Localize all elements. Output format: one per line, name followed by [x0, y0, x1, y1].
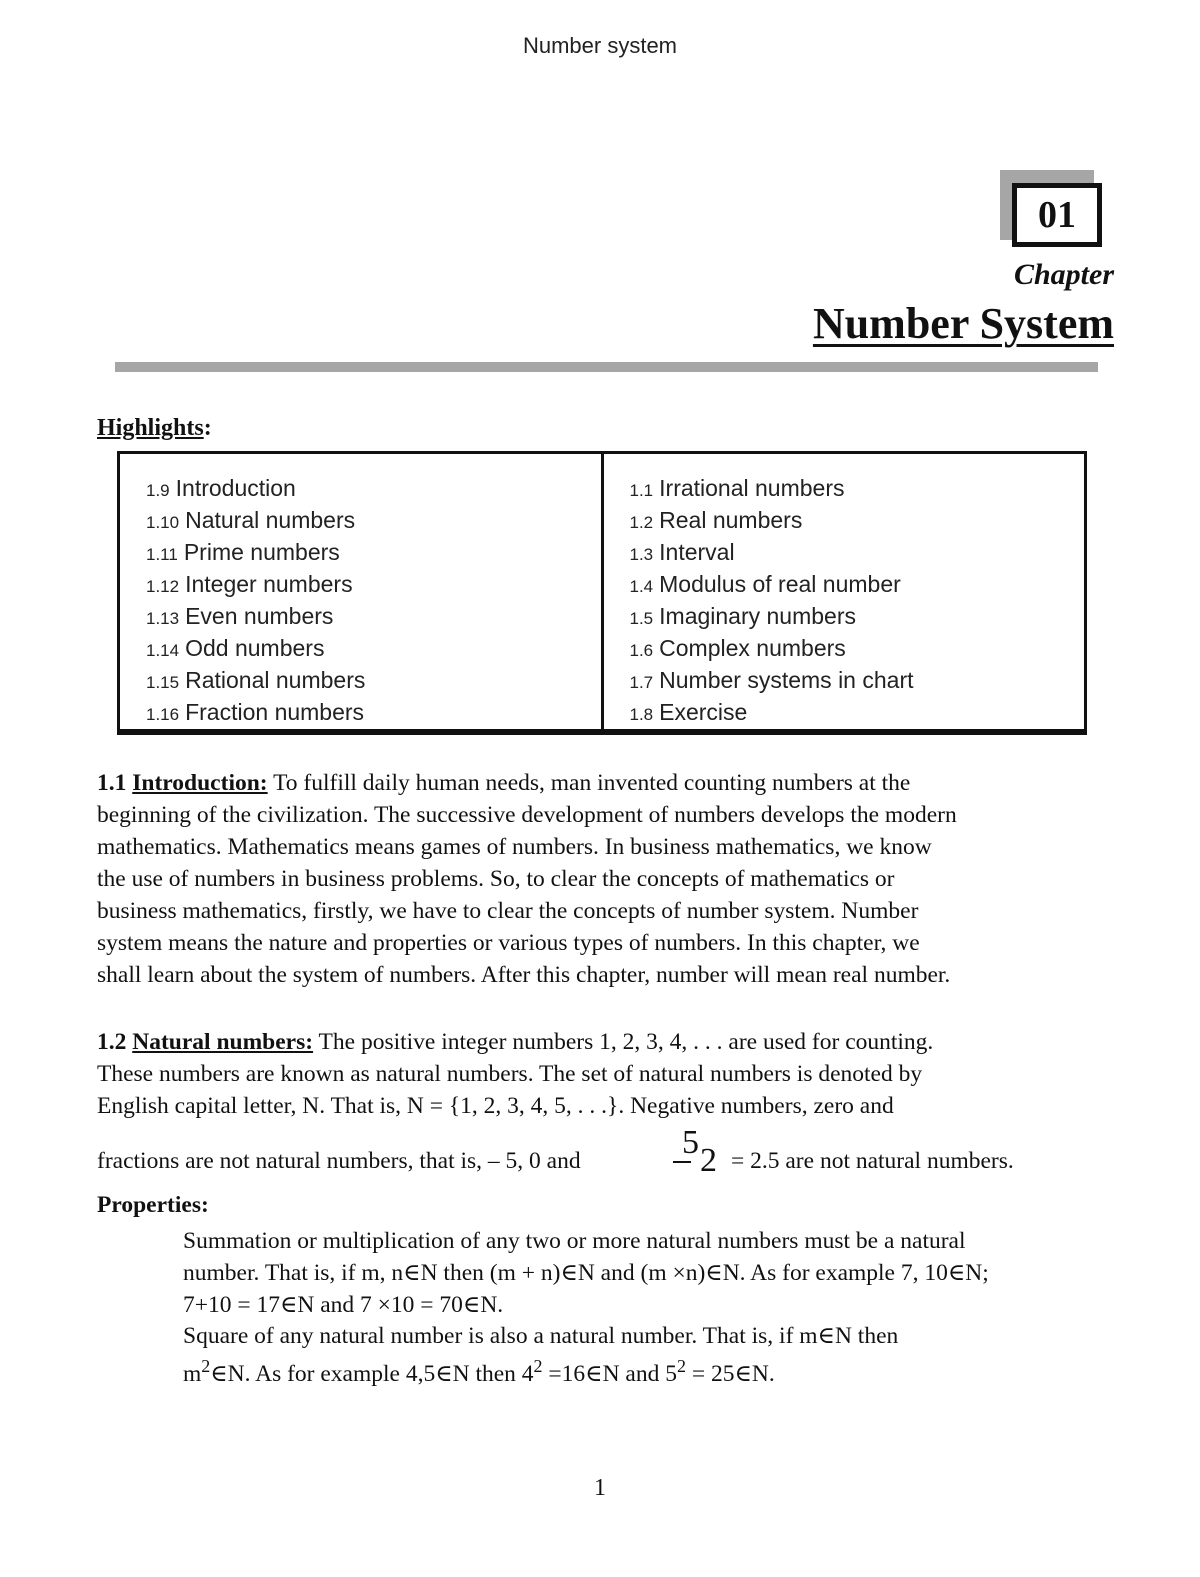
highlight-label: Introduction — [175, 475, 296, 501]
math-var: m — [183, 1361, 202, 1387]
highlight-item — [630, 632, 1085, 664]
highlight-label: Integer numbers — [185, 571, 353, 597]
highlight-number: 1.9 — [146, 481, 170, 500]
highlights-heading-text: Highlights — [97, 415, 204, 441]
paragraph-line — [97, 1026, 1113, 1058]
paragraph-line: system means the nature and properties or various types of numbers. In this chapter, we — [97, 930, 920, 956]
highlight-number: 1.14 — [146, 641, 180, 660]
paragraph-line: the use of numbers in business problems. So, to clear the concepts of mathematics or — [97, 866, 895, 892]
highlight-item — [630, 536, 1085, 568]
section-title: Introduction: — [132, 770, 268, 796]
highlight-label: Even numbers — [185, 603, 334, 629]
highlight-item — [146, 568, 601, 600]
chapter-number-box — [1012, 183, 1102, 247]
chapter-number: 01 — [1038, 194, 1076, 236]
highlight-item — [630, 600, 1085, 632]
paragraph-line: These numbers are known as natural numbers. The set of natural numbers is denoted by — [97, 1061, 923, 1087]
paragraph-line: Summation or multiplication of any two or more natural numbers must be a natural — [183, 1228, 966, 1254]
page-number: 1 — [594, 1475, 606, 1501]
highlight-number: 1.7 — [629, 673, 654, 692]
highlight-item — [630, 696, 1085, 728]
section-introduction — [97, 767, 1113, 991]
fraction-line-rest: = 2.5 are not natural numbers. — [731, 1148, 1014, 1174]
running-header: Number system — [522, 33, 678, 58]
highlight-item — [146, 504, 601, 536]
paragraph-line: beginning of the civilization. The successive development of numbers develops the modern — [97, 802, 957, 828]
line-text: The positive integer numbers 1, 2, 3, 4, . . . are used for counting. — [318, 1029, 934, 1055]
highlight-label: Natural numbers — [185, 507, 356, 533]
line-text: To fulfill daily human needs, man invented counting numbers at the — [273, 770, 911, 796]
exponent: 2 — [676, 1356, 686, 1377]
highlight-item — [630, 664, 1085, 696]
highlight-item — [146, 632, 601, 664]
paragraph-line: English capital letter, N. That is, N = {1, 2, 3, 4, 5, . . .}. Negative numbers, zero and — [97, 1093, 894, 1119]
chapter-label: Chapter — [1013, 258, 1114, 291]
highlights-right-column — [604, 454, 1085, 729]
property-item — [183, 1225, 1113, 1321]
section-number: 1.1 — [97, 770, 127, 796]
highlight-number: 1.3 — [629, 545, 654, 564]
highlight-label: Exercise — [659, 699, 748, 725]
highlight-item — [146, 696, 601, 728]
exponent: 2 — [201, 1356, 211, 1377]
property-item — [183, 1320, 1113, 1390]
highlight-label: Real numbers — [659, 507, 803, 533]
highlights-left-column — [120, 454, 604, 729]
highlight-number: 1.1 — [629, 481, 654, 500]
highlights-box — [117, 451, 1087, 735]
section-heading — [97, 1029, 313, 1055]
highlight-number: 1.11 — [146, 545, 178, 564]
highlight-label: Irrational numbers — [659, 475, 845, 501]
highlight-item — [146, 600, 601, 632]
highlight-number: 1.2 — [629, 513, 654, 532]
highlight-item — [630, 568, 1085, 600]
highlight-number: 1.4 — [629, 577, 654, 596]
highlight-number: 1.12 — [146, 577, 180, 596]
paragraph-line: business mathematics, firstly, we have to clear the concepts of number system. Number — [97, 898, 919, 924]
highlight-label: Fraction numbers — [185, 699, 365, 725]
paragraph-line: shall learn about the system of numbers. After this chapter, number will mean real number. — [97, 962, 951, 988]
paragraph-line: number. That is, if m, n∈N then (m + n)∈N and (m ×n)∈N. As for example 7, 10∈N; — [183, 1260, 989, 1286]
paragraph-line: mathematics. Mathematics means games of numbers. In business mathematics, we know — [97, 834, 932, 860]
highlight-label: Interval — [659, 539, 735, 565]
highlight-item — [146, 536, 601, 568]
highlight-label: Rational numbers — [185, 667, 366, 693]
fraction-numerator: 5 — [682, 1124, 699, 1161]
highlight-label: Number systems in chart — [659, 667, 914, 693]
section-number: 1.2 — [97, 1029, 127, 1055]
properties-heading: Properties: — [97, 1192, 209, 1218]
highlight-label: Imaginary numbers — [659, 603, 856, 629]
highlight-item — [146, 664, 601, 696]
exponent: 2 — [533, 1356, 543, 1377]
highlight-number: 1.8 — [629, 705, 654, 724]
highlight-label: Odd numbers — [185, 635, 325, 661]
highlight-label: Prime numbers — [183, 539, 340, 565]
highlight-item — [630, 504, 1085, 536]
paragraph-line: Square of any natural number is also a natural number. That is, if m∈N then — [183, 1323, 899, 1349]
highlight-number: 1.5 — [629, 609, 654, 628]
section-title: Natural numbers: — [132, 1029, 314, 1055]
paragraph-line — [183, 1358, 1113, 1390]
fraction-line-text: fractions are not natural numbers, that is, – 5, 0 and — [97, 1148, 581, 1174]
line-text: = 25∈N. — [685, 1361, 775, 1387]
highlights-heading — [97, 415, 212, 442]
section-natural-numbers — [97, 1026, 1113, 1122]
highlight-label: Modulus of real number — [659, 571, 901, 597]
chapter-title: Number System — [812, 299, 1114, 348]
highlight-number: 1.10 — [146, 513, 180, 532]
section-heading — [97, 770, 268, 796]
fraction-denominator: 2 — [700, 1142, 717, 1179]
highlight-number: 1.6 — [629, 641, 654, 660]
paragraph-line — [97, 767, 1113, 799]
highlight-label: Complex numbers — [659, 635, 846, 661]
highlight-item — [146, 472, 601, 504]
highlights-colon: : — [203, 415, 212, 441]
highlight-item — [630, 472, 1085, 504]
line-text: ∈N. As for example 4,5∈N then 4 — [210, 1361, 534, 1387]
highlight-number: 1.16 — [146, 705, 180, 724]
highlight-number: 1.13 — [146, 609, 180, 628]
paragraph-line: 7+10 = 17∈N and 7 ×10 = 70∈N. — [183, 1292, 504, 1318]
highlight-number: 1.15 — [146, 673, 180, 692]
line-text: =16∈N and 5 — [542, 1361, 677, 1387]
title-rule — [115, 362, 1098, 372]
